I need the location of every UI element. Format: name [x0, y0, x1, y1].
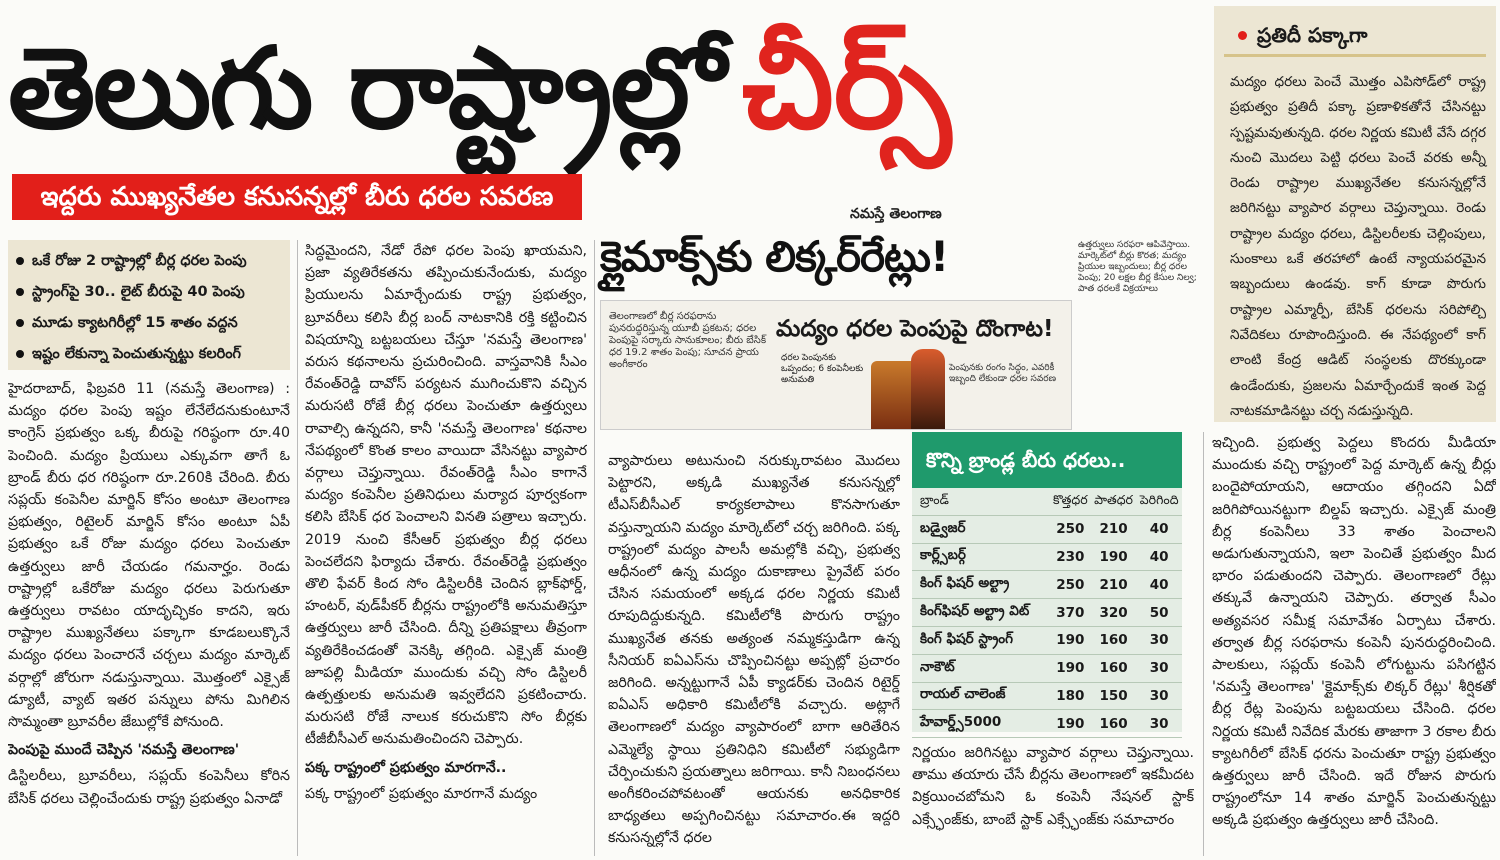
- increase-cell: 30: [1149, 687, 1169, 704]
- bullet-icon: [16, 350, 24, 358]
- article-paragraph: పక్క రాష్ట్రంలో ప్రభుత్వం మారగానే మద్యం: [305, 785, 538, 802]
- inset-newspaper-flag: నమస్తే తెలంగాణ: [850, 206, 942, 222]
- bullet-icon: [16, 257, 24, 265]
- increase-cell: 40: [1149, 521, 1169, 538]
- article-paragraph: నిర్ణయం జరిగినట్టు వ్యాపార వర్గాలు చెప్తున్నాయి. తాము తయారు చేసే బీర్లను తెలంగాణలో ఇకమీదట విక్రయించబోమని ఓ కంపెనీ నేషనల్ స్టాక్ ఎక్స్ఛేంజ్‌కు, బాంబే స్టాక్ ఎక్స్ఛేంజ్‌కు సమాచారం: [912, 745, 1194, 828]
- column-divider: [594, 240, 595, 856]
- old-price-cell: 210: [1099, 521, 1128, 538]
- clipping-notes: తెలంగాణలో బీర్ల సరఫరాను పునరుద్ధరిస్తున్న యూబీ ప్రకటన; ధరల పెంపుపై సర్కారు సానుకూలం; బీరు బేసిక్ ధర 19.2 శాతం పెంపు; సూచన ప్రాయ అంగీకారం: [609, 311, 767, 370]
- column-header: పెరిగింది: [1139, 491, 1179, 507]
- column-divider: [1203, 432, 1204, 856]
- highlight-item: [8, 246, 290, 277]
- old-price-cell: 190: [1099, 548, 1128, 565]
- table-title: కొన్ని బ్రాండ్ల బీరు ధరలు..: [912, 432, 1182, 488]
- bullet-icon: [16, 288, 24, 296]
- table-row: [912, 682, 1182, 710]
- table-row: [912, 654, 1182, 682]
- highlight-text: ఒకే రోజు 2 రాష్ట్రాల్లో బీర్ల ధరల పెంపు: [32, 253, 247, 269]
- headline-red: చీర్స్: [741, 17, 952, 156]
- brand-cell: కార్ల్స్‌బర్గ్: [920, 547, 966, 564]
- highlight-item: [8, 308, 290, 339]
- column-divider: [297, 240, 298, 856]
- increase-cell: 40: [1149, 548, 1169, 565]
- sidebar-box: [1214, 6, 1496, 422]
- price-table: [912, 488, 1182, 738]
- column-header: కొత్తధర: [1052, 491, 1088, 507]
- article-paragraph: హైదరాబాద్, ఫిబ్రవరి 11 (నమస్తే తెలంగాణ) : మద్యం ధరల పెంపు ఇష్టం లేనేలేదనుకుంటూనే కాంగ్రెస్ ప్రభుత్వం ఒక్క బీరుపై గరిష్ఠంగా రూ.40 పెంచింది. మద్యం ప్రియులు ఎక్కువగా తాగే ఓ బ్రాండ్ బీరు ధర గరిష్ఠంగా రూ.260కి చేరింది. బీరు సప్లయ్ కంపెనీల మార్జిన్ కోసం అంటూ తెలంగాణ ప్రభుత్వం, రిటైలర్ మార్జిన్ కోసం అంటూ ఏపీ ప్రభుత్వం ఒకే రోజు మద్యం ధరలు పెంచుతూ ఉత్తర్వులు జారీ చేయడం గమనార్హం. రెండు రాష్ట్రాల్లో ఒకేరోజు మద్యం ధరలు పెరుగుతూ ఉత్తర్వులు రావటం యాదృచ్ఛికం కాదని, ఇరు రాష్ట్రాల ముఖ్యనేతలు పక్కాగా కూడబలుక్కొనే మద్యం ధరలు పెంచారనే చర్చలు మద్యం మార్కెట్ వర్గాల్లో జోరుగా నడుస్తున్నాయి. మొత్తంలో ఎక్సైజ్ డ్యూటీ, వ్యాట్ ఇతర పన్నులు పోను మిగిలిన సొమ్మంతా బ్రూవరీల జేబుల్లోకే పోనుంది.: [8, 381, 290, 731]
- headline-black: తెలుగు రాష్ట్రాల్లో: [8, 24, 724, 154]
- column-header: పాతధర: [1094, 491, 1133, 507]
- article-column-1: [8, 378, 290, 856]
- article-subheading: పెంపుపై ముందే చెప్పిన 'నమస్తే తెలంగాణ': [8, 742, 240, 759]
- increase-cell: 30: [1149, 632, 1169, 649]
- highlight-text: స్ట్రాంగ్‌పై 30.. లైట్ బీరుపై 40 పెంపు: [32, 284, 245, 300]
- article-paragraph: డిస్టిలరీలు, బ్రూవరీలు, సప్లయ్ కంపెనీలు కోరిన బేసిక్ ధరలు చెల్లించేందుకు రాష్ట్ర ప్రభుత్వం ఏనాడో: [8, 768, 290, 807]
- old-price-cell: 160: [1099, 632, 1128, 649]
- increase-cell: 30: [1149, 660, 1169, 677]
- inset-headline: క్లైమాక్స్‌కు లిక్కర్‌రేట్లు!: [600, 232, 949, 281]
- highlights-box: [8, 240, 290, 370]
- beer-price-table: [912, 432, 1182, 732]
- table-row: [912, 515, 1182, 543]
- old-price-cell: 150: [1099, 687, 1128, 704]
- sidebar-body: మద్యం ధరలు పెంచే మొత్తం ఎపిసోడ్‌లో రాష్ట్ర ప్రభుత్వం ప్రతిదీ పక్కా ప్రణాళికతోనే చేసినట్టు స్పష్టమవుతున్నది. ధరల నిర్ణయ కమిటీ వేసే దగ్గర నుంచి మొదలు పెట్టి ధరలు పెంచే వరకు అన్నీ రెండు రాష్ట్రాల ముఖ్యనేతల కనుసన్నల్లోనే జరిగినట్టు వ్యాపార వర్గాలు చెప్తున్నాయి. రెండు రాష్ట్రాల మద్యం ధరలు, డిస్టిలరీలకు చెల్లింపులు, సుంకాలు ఒకే తరహాలో ఉంటే న్యాయపరమైన ఇబ్బందులు ఉండవు. కాగ్ కూడా పొరుగు రాష్ట్రాల ఎమ్మార్పీ, బేసిక్ ధరలను సరిపోల్చి నివేదికలు రూపొందిస్తుంది. ఈ నేపథ్యంలో కాగ్ లాంటి కేంద్ర ఆడిట్ సంస్థలకు దొరక్కుండా ఉండేందుకు, ప్రజలను ఏమార్చేందుకే ఇంత పెద్ద నాటకమాడినట్టు చర్చ నడుస్తున్నది.: [1230, 74, 1486, 419]
- article-subheading: పక్క రాష్ట్రంలో ప్రభుత్వం మారగానే..: [305, 759, 507, 776]
- increase-cell: 40: [1149, 576, 1169, 593]
- old-price-cell: 160: [1099, 715, 1128, 732]
- article-column-3: [608, 450, 900, 856]
- subheadline-banner: ఇద్దరు ముఖ్యనేతల కనుసన్నల్లో బీరు ధరల సవరణ: [12, 174, 582, 220]
- old-price-cell: 160: [1099, 660, 1128, 677]
- brand-cell: రాయల్ చాలెంజ్: [920, 686, 1006, 703]
- brand-cell: కింగ్ ఫిషర్ స్ట్రాంగ్: [920, 630, 1013, 647]
- main-headline: [8, 2, 1213, 172]
- highlight-text: మూడు క్యాటగిరీల్లో 15 శాతం వద్దన: [32, 315, 238, 331]
- sidebar-heading: [1224, 16, 1486, 57]
- article-column-4: [912, 742, 1194, 856]
- article-column-2: [305, 240, 587, 856]
- new-price-cell: 190: [1056, 715, 1085, 732]
- new-price-cell: 190: [1056, 660, 1085, 677]
- new-price-cell: 250: [1056, 576, 1085, 593]
- table-header-row: [912, 488, 1182, 515]
- table-row: [912, 710, 1182, 738]
- highlight-text: ఇష్టం లేకున్నా పెంచుతున్నట్టు కలరింగ్: [32, 346, 242, 362]
- sidebar-title: ప్రతిదీ పక్కాగా: [1257, 23, 1368, 47]
- increase-cell: 30: [1149, 715, 1169, 732]
- brand-cell: కింగ్ ఫిషర్ అల్ట్రా: [920, 575, 1010, 592]
- clipping-caption: ధరల పెంపునకు ఒప్పందం; 6 కంపెనీలకు అనుమతి: [781, 353, 864, 385]
- bullet-icon: [16, 319, 24, 327]
- table-row: [912, 571, 1182, 599]
- brand-cell: హేవార్డ్స్5000: [920, 714, 1002, 731]
- article-paragraph: సిద్ధమైందని, నేడో రేపో ధరల పెంపు ఖాయమని, ప్రజా వ్యతిరేకతను తప్పించుకునేందుకు, మద్యం ప్రియులను ఏమార్చేందుకు రాష్ట్ర ప్రభుత్వం, బ్రూవరీలు కలిసి బీర్ల బంద్ నాటకానికి రక్తి కట్టించిన విషయాన్ని బట్టబయలు చేస్తూ 'నమస్తే తెలంగాణ' వరుస కథనాలను ప్రచురించింది. వాస్తవానికి సీఎం రేవంత్‌రెడ్డి దావోస్ పర్యటన ముగించుకొని వచ్చిన మరుసటి రోజే బీర్ల ధరలు పెంచుతూ ఉత్తర్వులు రావాల్సి ఉన్నదని, కానీ 'నమస్తే తెలంగాణ' కథనాల నేపథ్యంలో కొంత కాలం వాయిదా వేసినట్టు వ్యాపార వర్గాలు చెప్తున్నాయి. రేవంత్‌రెడ్డి సీఎం కాగానే మద్యం కంపెనీల ప్రతినిధులు మర్యాద పూర్వకంగా కలిసి బేసిక్ ధర పెంచాలని వినతి పత్రాలు ఇచ్చారు. 2019 నుంచి కేసీఆర్ ప్రభుత్వం బీర్ల ధరలు పెంచలేదని ఫిర్యాదు చేశారు. రేవంత్‌రెడ్డి ప్రభుత్వం తొలి ఫేవర్ కింద సోం డిస్టిలరీకి చెందిన బ్లాక్‌ఫోర్డ్, హంటర్, వుడ్‌పీకర్ బీర్లను రాష్ట్రంలోకి అనుమతిస్తూ ఉత్తర్వులు జారీ చేసింది. దీన్ని ప్రతిపక్షాలు తీవ్రంగా వ్యతిరేకించడంతో వెనక్కి తగ్గింది. ఎక్సైజ్ మంత్రి జూపల్లి మీడియా ముందుకు వచ్చి సోం డిస్టిలరీ ఉత్పత్తులకు అనుమతి ఇవ్వలేదని ప్రకటించారు. మరుసటి రోజే నాలుక కరుచుకొని సోం బీర్లకు టీజీబీసీఎల్ అనుమతించిందని చెప్పారు.: [305, 243, 587, 748]
- brand-cell: నాకౌట్: [920, 658, 955, 675]
- table-row: [912, 599, 1182, 627]
- new-price-cell: 190: [1056, 632, 1085, 649]
- column-header: బ్రాండ్: [920, 491, 949, 507]
- table-row: [912, 626, 1182, 654]
- table-row: [912, 543, 1182, 571]
- old-price-cell: 210: [1099, 576, 1128, 593]
- newspaper-clipping: [600, 300, 1072, 430]
- new-price-cell: 250: [1056, 521, 1085, 538]
- bullet-icon: [1238, 31, 1247, 40]
- brand-cell: బడ్వైజర్: [920, 519, 966, 536]
- article-column-5: [1212, 432, 1496, 856]
- article-paragraph: ఇచ్చింది. ప్రభుత్వ పెద్దలు కొందరు మీడియా ముందుకు వచ్చి రాష్ట్రంలో పెద్ద మార్కెట్ ఉన్న బీర్లు బందైపోయాయని, ఆదాయం తగ్గిందని ఏదో జరిగిపోయినట్టుగా బిల్డప్ ఇచ్చారు. ఎక్సైజ్ మంత్రి బీర్ల కంపెనీలు 33 శాతం పెంచాలని అడుగుతున్నాయని, ఇలా పెంచితే ప్రభుత్వం మీద భారం పడుతుందని చెప్పారు. తెలంగాణలో రేట్లు తక్కువే ఉన్నాయని చెప్పారు. తర్వాత సీఎం అత్యవసర సమీక్ష సమావేశం ఏర్పాటు చేశారు. తర్వాత బీర్ల సరఫరాను కంపెనీ పునరుద్ధరించింది. పాలకులు, సప్లయ్ కంపెనీ లోగుట్టును పసిగట్టిన 'నమస్తే తెలంగాణ' 'క్లైమాక్స్‌కు లిక్కర్ రేట్లు' శీర్షికతో బీర్ల రేట్ల పెంపును బట్టబయలు చేసింది. ధరల నిర్ణయ కమిటీ నివేదిక మేరకు తాజాగా 3 రకాల బీరు క్యాటగిరీలో బేసిక్ ధరను పెంచుతూ రాష్ట్ర ప్రభుత్వం ఉత్తర్వులు జారీ చేసింది. ఇదే రోజున పొరుగు రాష్ట్రంలోనూ 14 శాతం మార్జిన్ పెంచుతున్నట్టు అక్కడి ప్రభుత్వం ఉత్తర్వులు జారీ చేసింది.: [1212, 435, 1496, 829]
- clipping-side-text: పెంపునకు రంగం సిద్ధం, ఎవరికీ ఇబ్బంది లేకుండా ధరల సవరణ: [949, 363, 1057, 384]
- highlight-item: [8, 339, 290, 370]
- old-price-cell: 320: [1099, 604, 1128, 621]
- clipping-banner: మద్యం ధరల పెంపుపై దొంగాట!: [776, 316, 1054, 342]
- new-price-cell: 230: [1056, 548, 1085, 565]
- clipping-column-text: ఉత్తర్వులు సరఫరా ఆపివేస్తాయి. మార్కెట్‌లో బీర్లు కొరత; మద్యం ప్రియుల ఇబ్బందులు; బీర్ల ధరల పెంపు; 20 లక్షల బీర్ల కేసుల నిల్వ; పాత ధరలకే విక్రయాలు: [1078, 240, 1197, 294]
- brand-cell: కింగ్‌ఫిషర్ అల్ట్రా విట్: [920, 603, 1030, 620]
- increase-cell: 50: [1149, 604, 1169, 621]
- new-price-cell: 370: [1056, 604, 1085, 621]
- article-paragraph: వ్యాపారులు అటునుంచి నరుక్కురావటం మొదలు పెట్టారని, అక్కడి ముఖ్యనేత కనుసన్నల్లో టీఎస్‌బీసీఎల్ కార్యకలాపాలు కొనసాగుతూ వస్తున్నాయని మద్యం మార్కెట్‌లో చర్చ జరిగింది. పక్క రాష్ట్రంలో మద్యం పాలసీ అమల్లోకి వచ్చి, ప్రభుత్వ ఆధీనంలో ఉన్న మద్యం దుకాణాలు ప్రైవేట్ పరం చేసిన సమయంలో అక్కడ ధరల నిర్ణయ కమిటీ రూపుదిద్దుకున్నది. కమిటీలోకి పొరుగు రాష్ట్రం ముఖ్యనేత తనకు అత్యంత నమ్మకస్తుడిగా ఉన్న సీనియర్ ఐఏఎస్‌ను చొప్పించినట్టు అప్పట్లో ప్రచారం జరిగింది. అన్నట్టుగానే ఏపీ క్యాడర్‌కు చెందిన రిటైర్డ్ ఐఏఎస్ అధికారి కమిటీలోకి వచ్చారు. అట్లాగే తెలంగాణలో మద్యం వ్యాపారంలో బాగా ఆరితేరిన ఎమ్మెల్యే స్థాయి ప్రతినిధిని కమిటీలో సభ్యుడిగా చేర్పించుకుని ప్రయత్నాలు జరిగాయి. కానీ నిబంధనలు అంగీకరించపోవటంతో ఆయనకు అనధికారిక బాధ్యతలు అప్పగించినట్టు సమాచారం.ఈ ఇద్దరి కనుసన్నల్లోనే ధరల: [608, 453, 900, 847]
- highlight-item: [8, 277, 290, 308]
- new-price-cell: 180: [1056, 687, 1085, 704]
- liquor-bottle-image: [911, 349, 945, 429]
